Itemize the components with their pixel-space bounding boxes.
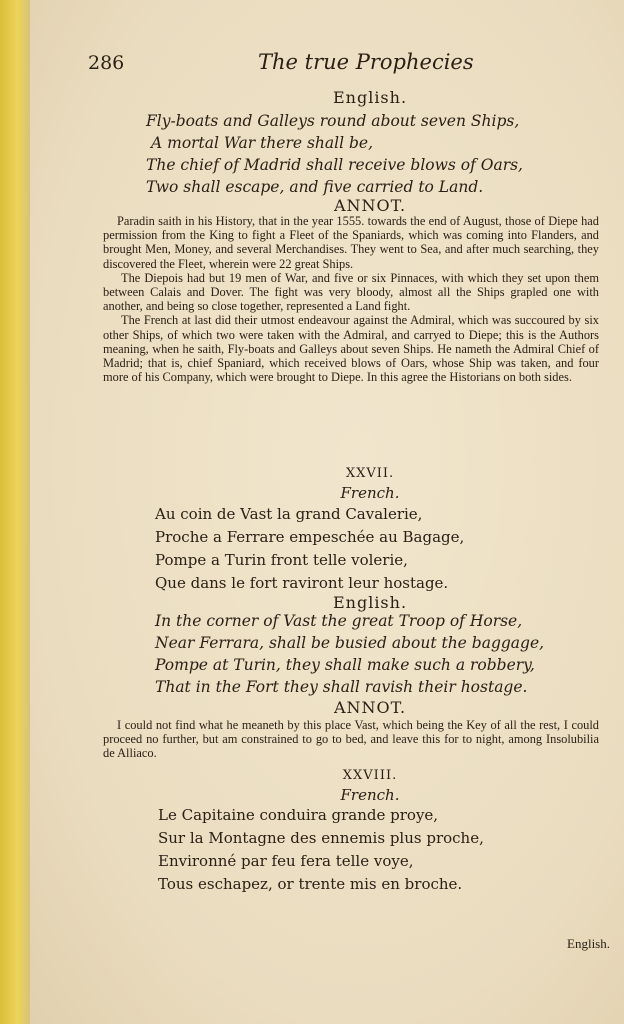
annotation-body xyxy=(103,214,599,384)
verse-line: Two shall escape, and five carried to Land. xyxy=(146,178,484,196)
annotation-paragraph: The Diepois had but 19 men of War, and five or six Pinnaces, with which they set upon them between Calais and Dover. The fight was very bloody, almost all the Ships grapled one with another, and being so close together, represented a Land fight. xyxy=(103,270,599,314)
verse-line: That in the Fort they shall ravish their hostage. xyxy=(155,678,528,696)
verse-line: Tous eschapez, or trente mis en broche. xyxy=(158,875,463,893)
french-heading: French. xyxy=(340,786,400,804)
verse-line: Sur la Montagne des ennemis plus proche, xyxy=(158,829,484,847)
english-heading: English. xyxy=(332,593,408,612)
gilt-page-edge xyxy=(0,0,30,1024)
verse-line: Proche a Ferrare empeschée au Bagage, xyxy=(155,528,465,546)
verse-line: Pompe a Turin front telle volerie, xyxy=(155,551,408,569)
verse-line: A mortal War there shall be, xyxy=(151,134,374,152)
annot-heading: ANNOT. xyxy=(333,698,407,717)
running-head: The true Prophecies xyxy=(258,50,474,74)
page-number: 286 xyxy=(88,52,125,74)
english-heading: English. xyxy=(332,88,408,107)
annotation-body xyxy=(103,718,599,761)
verse-line: Au coin de Vast la grand Cavalerie, xyxy=(155,505,423,523)
verse-line: Environné par feu fera telle voye, xyxy=(158,852,414,870)
annotation-paragraph: The French at last did their utmost endeavour against the Admiral, which was succoured by six other Ships, of which two were taken with the Admiral, and carryed to Diepe; this is the Authors meaning, when he saith, Fly-boats and Galleys about seven Ships. He nameth the Admiral Chief of Madrid; that is, chief Spaniard, which received blows of Oars, whose Ship was taken, and four more of his Company, which were brought to Diepe. In this agree the Historians on both sides. xyxy=(103,313,599,385)
verse-line: Near Ferrara, shall be busied about the baggage, xyxy=(155,634,545,652)
verse-line: Pompe at Turin, they shall make such a robbery, xyxy=(155,656,535,674)
french-heading: French. xyxy=(340,484,400,502)
annotation-paragraph: I could not find what he meaneth by this place Vast, which being the Key of all the rest, I could proceed no further, but am constrained to go to bed, and leave this for to night, among Insolubilia de Alliaco. xyxy=(103,718,599,761)
quatrain-number: XXVII. xyxy=(345,466,395,481)
verse-line: The chief of Madrid shall receive blows of Oars, xyxy=(146,156,523,174)
verse-line: Fly-boats and Galleys round about seven Ships, xyxy=(146,112,520,130)
verse-line: Le Capitaine conduira grande proye, xyxy=(158,806,439,824)
catchword: English. xyxy=(567,936,610,951)
verse-line: Que dans le fort raviront leur hostage. xyxy=(155,574,449,592)
quatrain-number: XXVIII. xyxy=(342,768,398,783)
verse-line: In the corner of Vast the great Troop of Horse, xyxy=(155,612,523,630)
annotation-paragraph: Paradin saith in his History, that in the year 1555. towards the end of August, those of Diepe had permission from the King to fight a Fleet of the Spaniards, which was coming into Flanders, and brought Men, Money, and several Merchandises. They went to Sea, and after much searching, they discovered the Fleet, wherein were 22 great Ships. xyxy=(103,214,599,271)
annot-heading: ANNOT. xyxy=(333,196,407,215)
